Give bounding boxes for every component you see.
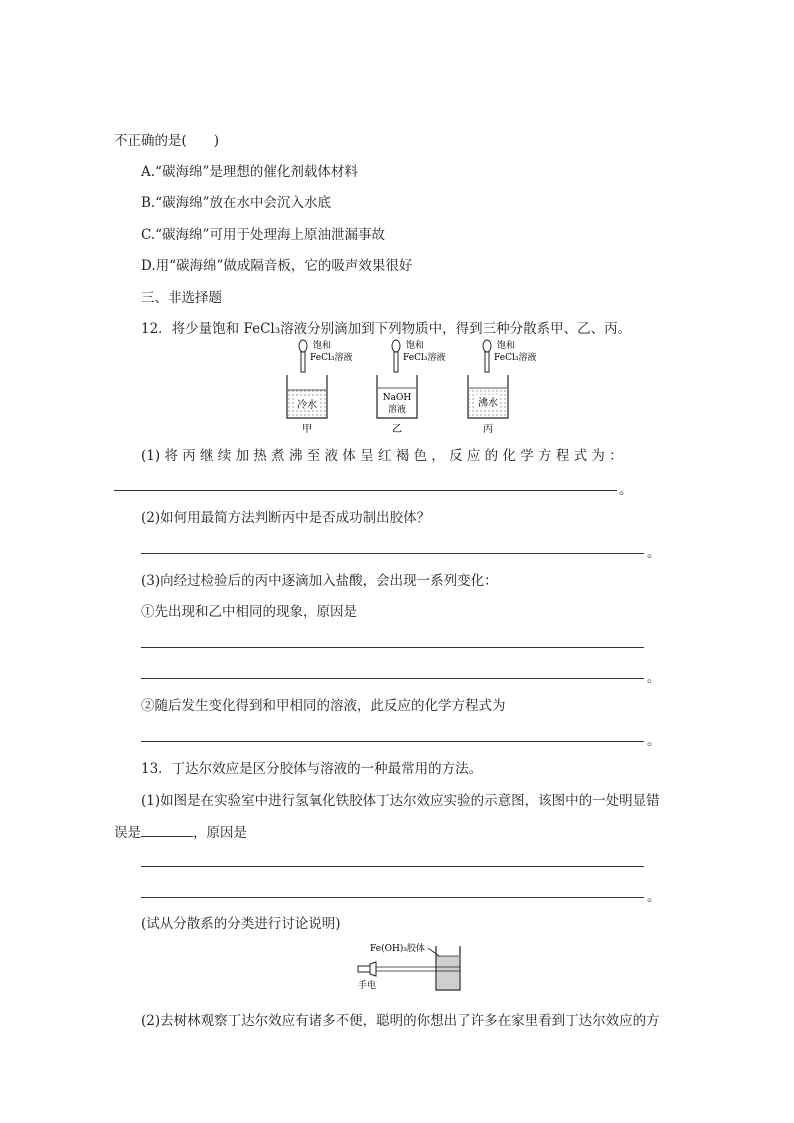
dropper-label-2a: 饱和 [406, 341, 425, 351]
period: 。 [647, 670, 661, 686]
period: 。 [619, 482, 633, 498]
answer-line [141, 553, 644, 554]
q12-part3-1: ①先出现和乙中相同的现象，原因是 [141, 604, 357, 620]
dropper-label-2b: FeCl₃溶液 [403, 353, 446, 363]
q12-part3: (3)向经过检验后的丙中逐滴加入盐酸，会出现一系列变化： [141, 573, 498, 589]
dropper-label-1b: FeCl₃溶液 [310, 353, 353, 363]
period: 。 [647, 889, 661, 905]
answer-line [141, 647, 644, 648]
beaker-3 [468, 375, 508, 418]
q11-option-d: D.用“碳海绵”做成隔音板，它的吸声效果很好 [141, 258, 413, 274]
torch-label: 手电 [358, 981, 377, 991]
answer-line [141, 741, 644, 742]
period: 。 [647, 733, 661, 749]
q12-part1-text: (1) 将 丙 继 续 加 热 煮 沸 至 液 体 呈 红 褐 色 ， 反 应 的 化 学 方 程 式 为 ： [141, 448, 623, 464]
beaker-2-content-1: NaOH [382, 393, 412, 403]
q13-part1-suffix: ，原因是 [193, 825, 247, 841]
answer-line [141, 897, 644, 898]
answer-line [114, 490, 617, 491]
q11-option-c: C.“碳海绵”可用于处理海上原油泄漏事故 [141, 227, 385, 243]
q12-part3-2: ②随后发生变化得到和甲相同的溶液，此反应的化学方程式为 [141, 698, 506, 714]
beaker-2-name: 乙 [392, 424, 402, 435]
dropper-2 [392, 340, 400, 372]
dropper-label-1a: 饱和 [313, 341, 332, 351]
beaker-1-content: 冷水 [297, 400, 317, 411]
answer-line [141, 866, 644, 867]
colloid-label: Fe(OH)₃胶体 [370, 944, 425, 954]
beaker-3-content: 沸水 [478, 398, 498, 409]
beaker-1 [287, 375, 327, 418]
fill-blank [141, 822, 193, 837]
q12-figure [280, 338, 550, 438]
dropper-label-3b: FeCl₃溶液 [494, 353, 537, 363]
period: 。 [647, 545, 661, 561]
q13-hint: (试从分散系的分类进行讨论说明) [141, 916, 341, 932]
beaker [436, 946, 460, 990]
beaker-2-content-2: 溶液 [387, 405, 407, 415]
q12-part1 [141, 446, 676, 466]
section-title: 三、非选择题 [141, 290, 222, 306]
flashlight-icon [358, 962, 376, 976]
dropper-label-3a: 饱和 [497, 341, 516, 351]
q13-stem: 13．丁达尔效应是区分胶体与溶液的一种最常用的方法。 [141, 761, 483, 777]
q13-part1-line1: (1)如图是在实验室中进行氢氧化铁胶体丁达尔效应实验的示意图，该图中的一处明显错 [141, 793, 660, 809]
q13-part2-line1: (2)去树林观察丁达尔效应有诸多不便，聪明的你想出了许多在家里看到丁达尔效应的方 [141, 1013, 660, 1029]
beaker-3-name: 丙 [483, 424, 493, 435]
dropper-1 [299, 340, 307, 372]
dropper-3 [483, 340, 491, 372]
q11-option-a: A.“碳海绵”是理想的催化剂载体材料 [141, 164, 358, 180]
q12-stem: 12．将少量饱和 FeCl₃溶液分别滴加到下列物质中，得到三种分散系甲、乙、丙。 [141, 321, 632, 337]
q11-option-b: B.“碳海绵”放在水中会沉入水底 [141, 195, 332, 211]
q11-stem-tail: 不正确的是( ) [114, 133, 220, 149]
q13-part1-line2 [114, 822, 247, 843]
q13-figure [350, 940, 470, 996]
q12-part2: (2)如何用最简方法判断丙中是否成功制出胶体？ [141, 510, 431, 526]
answer-line [141, 678, 644, 679]
beaker-1-name: 甲 [302, 424, 312, 435]
q13-part1-prefix: 误是 [114, 825, 141, 841]
